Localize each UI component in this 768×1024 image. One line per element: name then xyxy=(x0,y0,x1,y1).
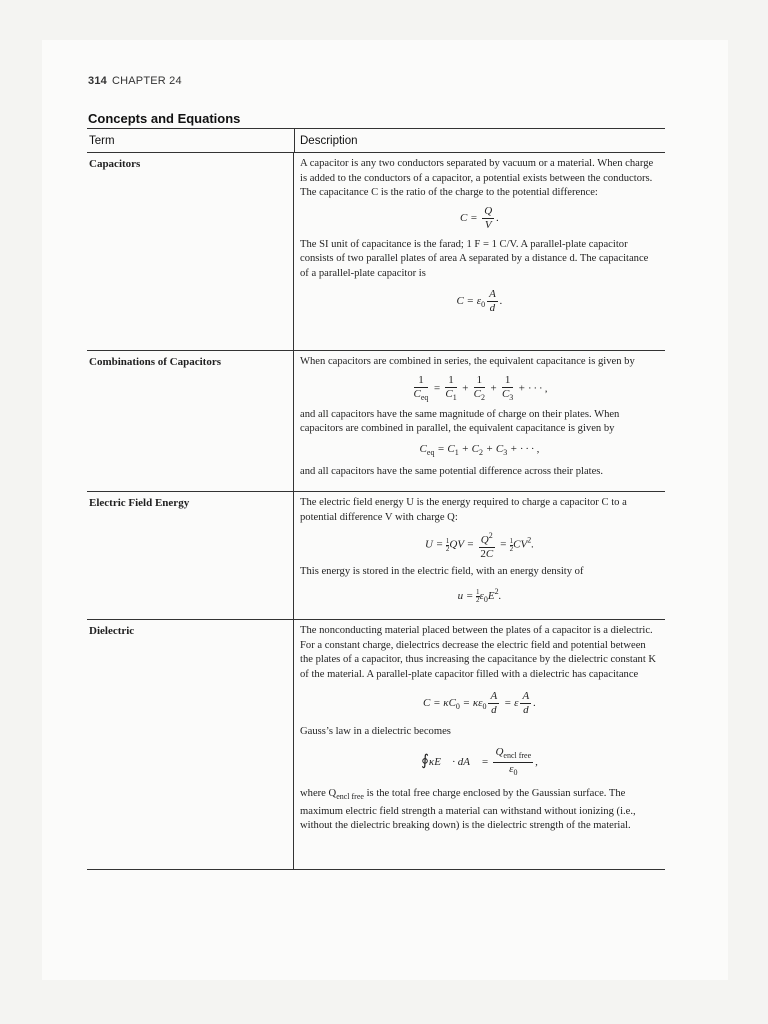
table-row-combinations xyxy=(87,351,665,492)
desc-combinations xyxy=(294,351,665,491)
term-capacitors: Capacitors xyxy=(87,153,294,350)
desc-text: A capacitor is any two conductors separated by vacuum or a material. When charge is added to the conductors of a capacitor, a potential exists between the conductors. The capacitance C is the ratio of the charge to the potential difference: xyxy=(300,158,654,199)
table-row-energy xyxy=(87,492,665,620)
equation-parallel: $C_{eq} = C_1 + C_2 + C_3$ + · · · , xyxy=(419,442,540,457)
term-dielectric: Dielectric xyxy=(87,620,294,869)
table-row-capacitors xyxy=(87,153,665,351)
desc-text: and all capacitors have the same magnitude of charge on their plates. When capacitors are combined in parallel, the equivalent capacitance is given by xyxy=(300,408,620,435)
running-head xyxy=(88,75,182,87)
desc-capacitors xyxy=(294,153,665,350)
term-combinations: Combinations of Capacitors xyxy=(87,351,294,491)
equation-dielectric-capacitance: $C = \kappa C_0 = \kappa\varepsilon_0$ $\frac{A}{d}$ = ε $\frac{A}{d}$ . xyxy=(423,690,536,717)
equation-energy: U = $\frac{1}{2}$ QV = $\frac{Q^2}{2C}$ = $\frac{1}{2}$ $CV^2$. xyxy=(425,531,534,561)
concepts-table xyxy=(87,128,665,870)
term-energy: Electric Field Energy xyxy=(87,492,294,619)
equation-energy-density: u = $\frac{1}{2}$ $\varepsilon_0E^2$. xyxy=(457,586,502,604)
chapter-label: CHAPTER 24 xyxy=(111,75,182,87)
equation-series: $\frac{1}{C_{eq}}$ = $\frac{1}{C_1}$ + $\frac{1}{C_2}$ + $\frac{1}{C_3}$ + · · · , xyxy=(413,373,548,402)
desc-energy xyxy=(294,492,665,619)
desc-text: The electric field energy U is the energy required to charge a capacitor C to a potential difference V with charge Q: xyxy=(300,497,627,523)
equation-capacitance: C = $\frac{Q}{V}$ . xyxy=(460,204,499,231)
desc-text: This energy is stored in the electric field, with an energy density of xyxy=(300,566,584,578)
equation-parallel-plate: $C = \varepsilon_0$ $\frac{A}{d}$ . xyxy=(456,287,503,314)
header-description: Description xyxy=(300,134,358,147)
desc-dielectric xyxy=(294,620,665,869)
desc-text: The nonconducting material placed between the plates of a capacitor is a dielectric. For a constant charge, dielectrics decrease the electric field and potential between the plates of a capacitor, thus increasing the capacitance by the dielectric constant K of the material. A parallel-plate capacitor filled with a dielectric has capacitance xyxy=(300,625,657,680)
page-number: 314 xyxy=(88,75,107,87)
desc-text: The SI unit of capacitance is the farad; 1 F = 1 C/V. A parallel-plate capacitor consists of two parallel plates of area A separated by a distance d. The capacitance of a parallel-plate capacitor is xyxy=(300,238,649,279)
table-row-dielectric xyxy=(87,620,665,870)
section-title: Concepts and Equations xyxy=(88,111,241,126)
equation-gauss-dielectric: ∮κE⃗ · dA⃗ = $\frac{Q_{encl free}}{\varepsilon_0}$ , xyxy=(421,745,538,777)
desc-text: and all capacitors have the same potential difference across their plates. xyxy=(300,465,604,477)
table-header xyxy=(87,129,665,153)
header-term: Term xyxy=(87,129,295,152)
desc-text: Gauss’s law in a dielectric becomes xyxy=(300,726,451,738)
desc-text: When capacitors are combined in series, the equivalent capacitance is given by xyxy=(300,356,635,367)
desc-text: where $Q_{encl free}$ is the total free charge enclosed by the Gaussian surface. The maximum electric field strength a material can withstand without ionizing (i.e., without the dielectric breaking down) is the dielectric strength of the material. xyxy=(300,787,636,832)
